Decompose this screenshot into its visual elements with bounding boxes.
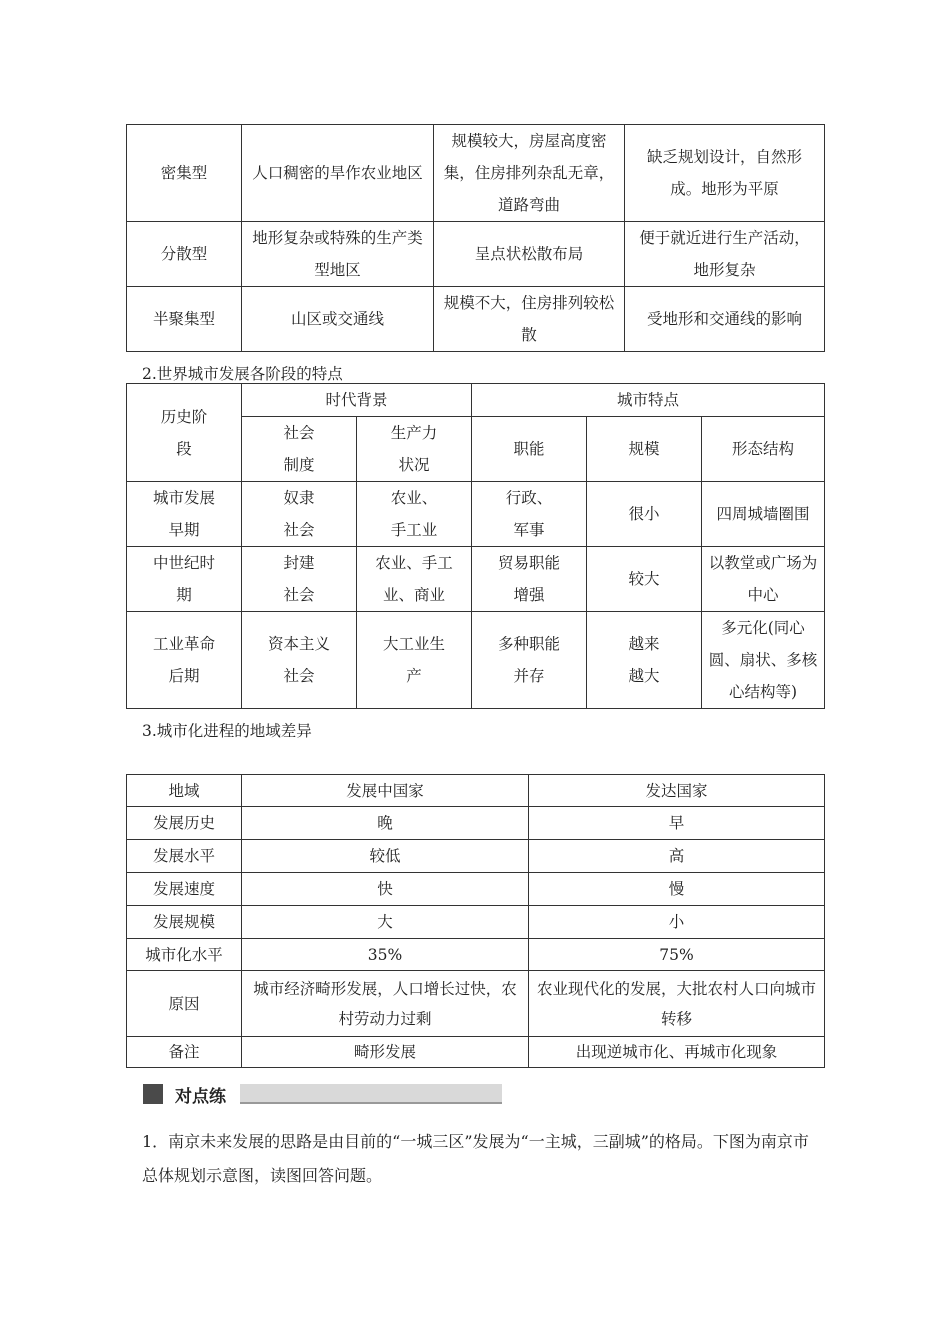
table-header-cell: 历史阶段 <box>127 384 242 482</box>
table-cell: 山区或交通线 <box>242 287 434 352</box>
table-cell: 发展速度 <box>127 873 242 906</box>
table-cell: 出现逆城市化、再城市化现象 <box>529 1037 825 1068</box>
table-header-cell: 社会制度 <box>242 417 357 482</box>
table-cell: 城市发展早期 <box>127 482 242 547</box>
table-row <box>127 939 825 971</box>
table-cell: 奴隶社会 <box>242 482 357 547</box>
table-header-cell: 地域 <box>127 775 242 807</box>
table-header-cell: 城市特点 <box>472 384 825 417</box>
table-row <box>127 547 825 612</box>
table-cell: 呈点状松散布局 <box>434 222 625 287</box>
table-cell: 贸易职能增强 <box>472 547 587 612</box>
table-cell: 农业、手工业 <box>357 482 472 547</box>
table-cell: 晚 <box>242 807 529 840</box>
table-cell: 高 <box>529 840 825 873</box>
table-cell: 较大 <box>587 547 702 612</box>
table-cell: 四周城墙圈围 <box>702 482 825 547</box>
table-cell: 小 <box>529 906 825 939</box>
table-row <box>127 482 825 547</box>
table-cell: 较低 <box>242 840 529 873</box>
settlement-type-table <box>126 124 825 352</box>
table-cell: 城市化水平 <box>127 939 242 971</box>
table-cell: 密集型 <box>127 125 242 222</box>
table-cell: 行政、军事 <box>472 482 587 547</box>
table-cell: 早 <box>529 807 825 840</box>
table-cell: 中世纪时期 <box>127 547 242 612</box>
city-development-stages-table <box>126 383 825 709</box>
table-cell: 慢 <box>529 873 825 906</box>
table-cell: 75% <box>529 939 825 971</box>
table-row <box>127 612 825 709</box>
table-cell: 农业现代化的发展，大批农村人口向城市转移 <box>529 971 825 1037</box>
table-row <box>127 840 825 873</box>
table-cell: 发展水平 <box>127 840 242 873</box>
table-cell: 发展历史 <box>127 807 242 840</box>
table-cell: 封建社会 <box>242 547 357 612</box>
table-header-cell: 发展中国家 <box>242 775 529 807</box>
section-title: 对点练 <box>175 1086 226 1107</box>
table-cell: 35% <box>242 939 529 971</box>
table-header-cell: 发达国家 <box>529 775 825 807</box>
table-cell: 半聚集型 <box>127 287 242 352</box>
table-cell: 受地形和交通线的影响 <box>625 287 825 352</box>
section-heading-3: 3.城市化进程的地域差异 <box>142 722 312 740</box>
table-cell: 农业、手工业、商业 <box>357 547 472 612</box>
table-cell: 备注 <box>127 1037 242 1068</box>
table-cell: 城市经济畸形发展，人口增长过快，农村劳动力过剩 <box>242 971 529 1037</box>
table-cell: 畸形发展 <box>242 1037 529 1068</box>
table-cell: 分散型 <box>127 222 242 287</box>
table-row <box>127 125 825 222</box>
table-cell: 以教堂或广场为中心 <box>702 547 825 612</box>
table-cell: 地形复杂或特殊的生产类型地区 <box>242 222 434 287</box>
table-row <box>127 287 825 352</box>
table-header-cell: 形态结构 <box>702 417 825 482</box>
table-header-cell: 时代背景 <box>242 384 472 417</box>
table-cell: 规模较大，房屋高度密集，住房排列杂乱无章，道路弯曲 <box>434 125 625 222</box>
question-1: 1．南京未来发展的思路是由目前的“一城三区”发展为“一主城，三副城”的格局。下图为南京市总体规划示意图，读图回答问题。 <box>142 1132 809 1185</box>
table-cell: 大 <box>242 906 529 939</box>
table-cell: 缺乏规划设计，自然形成。地形为平原 <box>625 125 825 222</box>
square-marker-icon <box>143 1084 163 1104</box>
urbanization-regional-difference-table <box>126 774 825 1068</box>
table-cell: 大工业生产 <box>357 612 472 709</box>
table-cell: 便于就近进行生产活动，地形复杂 <box>625 222 825 287</box>
table-cell: 多种职能并存 <box>472 612 587 709</box>
table-cell: 原因 <box>127 971 242 1037</box>
table-row <box>127 873 825 906</box>
table-cell: 发展规模 <box>127 906 242 939</box>
table-cell: 多元化(同心圆、扇状、多核心结构等) <box>702 612 825 709</box>
section-divider <box>240 1084 502 1104</box>
table-cell: 很小 <box>587 482 702 547</box>
practice-section-header <box>143 1083 502 1105</box>
table-cell: 快 <box>242 873 529 906</box>
table-cell: 人口稠密的旱作农业地区 <box>242 125 434 222</box>
table-cell: 工业革命后期 <box>127 612 242 709</box>
section-heading-2: 2.世界城市发展各阶段的特点 <box>142 365 343 383</box>
table-cell: 越来越大 <box>587 612 702 709</box>
table-header-row <box>127 384 825 417</box>
table-header-cell: 生产力状况 <box>357 417 472 482</box>
table-row <box>127 222 825 287</box>
table-row <box>127 1037 825 1068</box>
table-row <box>127 906 825 939</box>
table-row <box>127 807 825 840</box>
table-header-cell: 规模 <box>587 417 702 482</box>
table-header-cell: 职能 <box>472 417 587 482</box>
table-cell: 规模不大，住房排列较松散 <box>434 287 625 352</box>
table-header-row <box>127 775 825 807</box>
table-row <box>127 971 825 1037</box>
table-cell: 资本主义社会 <box>242 612 357 709</box>
